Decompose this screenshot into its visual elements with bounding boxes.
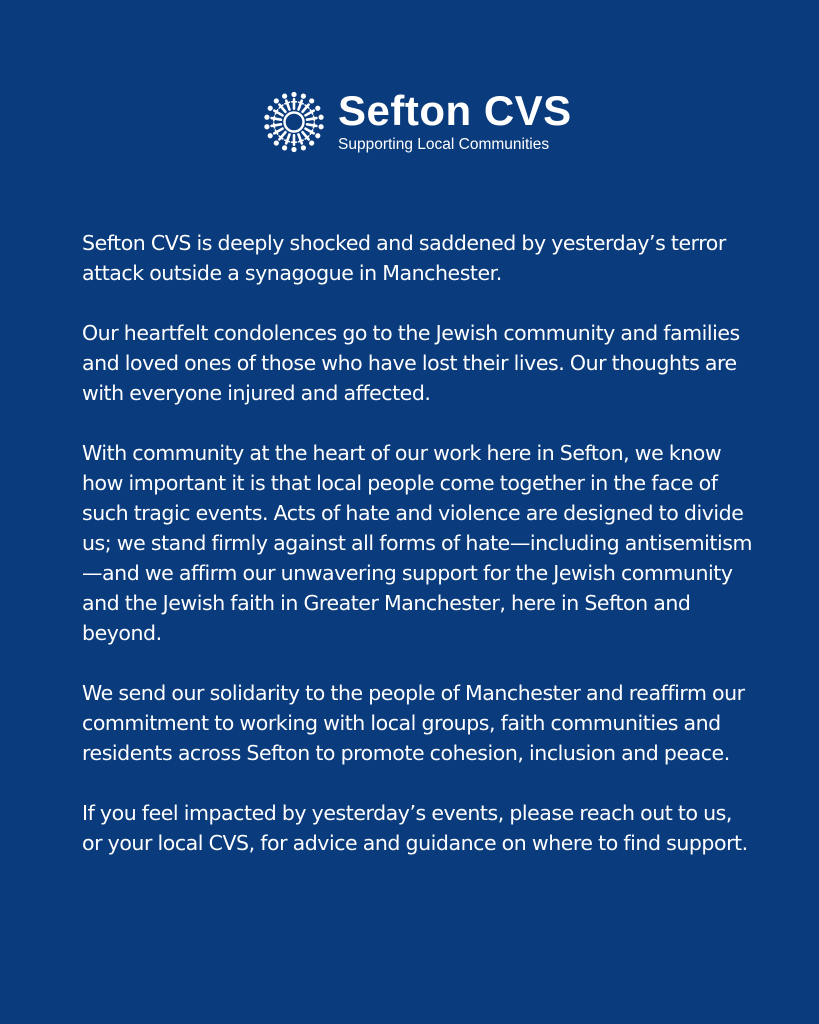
organisation-tagline: Supporting Local Communities (338, 136, 550, 153)
sunburst-circle-of-people-icon (260, 88, 328, 156)
statement-paragraph: Our heartfelt condolences go to the Jewish community and families and loved ones of those who have lost their lives. Our thoughts are with everyone injured and affected. (82, 321, 740, 405)
statement-paragraph: With community at the heart of our work here in Sefton, we know how important it is that local people come together in the face of such tragic events. Acts of hate and violence are designed to divide us; we stand firmly against all forms of hate—including antisemitism—and we affirm our unwavering support for the Jewish community and the Jewish faith in Greater Manchester, here in Sefton and beyond. (82, 441, 752, 645)
logo-text (338, 88, 572, 154)
organisation-name: Sefton CVS (338, 87, 572, 134)
statement-paragraph: If you feel impacted by yesterday’s events, please reach out to us, or your local CVS, for advice and guidance on where to find support. (82, 801, 748, 855)
sefton-cvs-logo (260, 88, 572, 168)
statement-paragraph: Sefton CVS is deeply shocked and saddened by yesterday’s terror attack outside a synagogue in Manchester. (82, 231, 726, 285)
statement-body (82, 228, 752, 888)
statement-paragraph: We send our solidarity to the people of Manchester and reaffirm our commitment to working with local groups, faith communities and residents across Sefton to promote cohesion, inclusion and peace. (82, 681, 745, 765)
